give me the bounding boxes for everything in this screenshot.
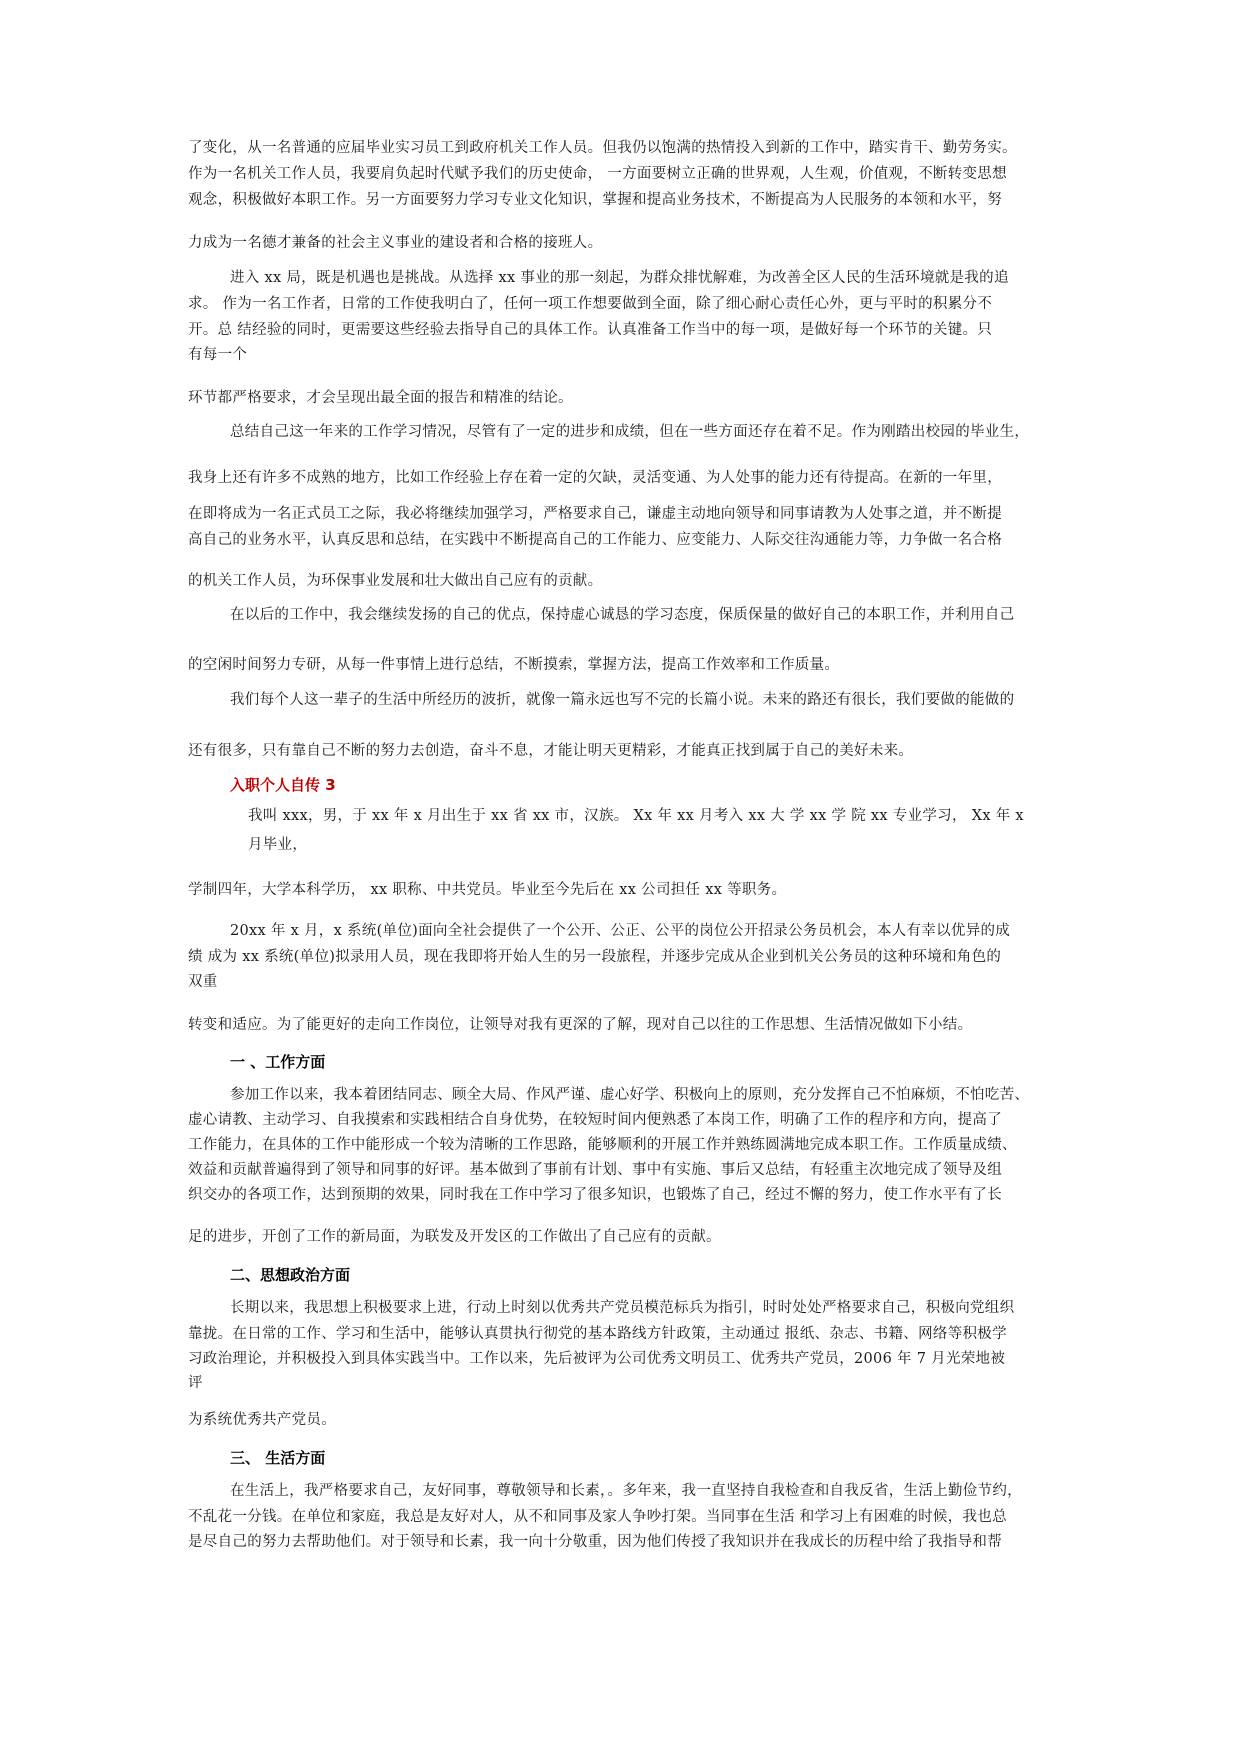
subsection-2-line-3: 习政治理论，并积极投入到具体实践当中。工作以来，先后被评为公司优秀文明员工、优秀共产党员，2006 年 7 月光荣地被 [188, 1351, 1006, 1367]
subsection-3-line-1: 在生活上，我严格要求自己，友好同事，尊敬领导和长素，。多年来，我一直坚持自我检查和自我反省，生活上勤俭节约， [230, 1483, 1022, 1499]
subsection-2-line-2: 靠拢。在日常的工作、学习和生活中，能够认真贯执行彻党的基本路线方针政策，主动通过 报纸、杂志、书籍、网络等积极学 [188, 1326, 1007, 1342]
subsection-1-line-5: 织交办的各项工作，达到预期的效果，同时我在工作中学习了很多知识，也锻炼了自己，经过不懈的努力，使工作水平有了长 [188, 1187, 1002, 1203]
paragraph-3-line-1: 总结自己这一年来的工作学习情况，尽管有了一定的进步和成绩，但在一些方面还存在着不足。作为刚踏出校园的毕业生， [230, 424, 1030, 440]
section-paragraph-2-line-1: 20xx 年 x 月，x 系统(单位)面向全社会提供了一个公开、公正、公平的岗位公开招录公务员机会，本人有幸以优异的成 [230, 923, 1011, 939]
section-paragraph-1-line-3: 学制四年，大学本科学历， xx 职称、中共党员。毕业至今先后在 xx 公司担任 xx 等职务。 [188, 882, 787, 898]
paragraph-3-line-4: 高自己的业务水平，认真反思和总结，在实践中不断提高自己的工作能力、应变能力、人际交往沟通能力等，力争做一名合格 [188, 532, 1002, 548]
section-paragraph-1-line-2: 月毕业， [248, 837, 308, 853]
section-paragraph-2-line-4: 转变和适应。为了能更好的走向工作岗位，让领导对我有更深的了解，现对自己以往的工作思想、生活情况做如下小结。 [188, 1017, 973, 1033]
section-title: 入职个人自传 3 [230, 776, 336, 794]
subsection-3-line-2: 不乱花一分钱。在单位和家庭，我总是友好对人，从不和同事及家人争吵打架。当同事在生活 和学习上有困难的时候，我也总 [188, 1509, 1007, 1525]
section-paragraph-2-line-3: 双重 [188, 974, 218, 990]
subsection-2-line-1: 长期以来，我思想上积极要求上进，行动上时刻以优秀共产党员模范标兵为指引，时时处处严格要求自己，积极向党组织 [230, 1300, 1015, 1316]
paragraph-2-line-3: 开。总 结经验的同时，更需要这些经验去指导自己的具体工作。认真准备工作当中的每一项，是做好每一个环节的关键。只 [188, 322, 993, 338]
paragraph-1-line-3: 观念，积极做好本职工作。另一方面要努力学习专业文化知识，掌握和提高业务技术，不断提高为人民服务的本领和水平，努 [188, 192, 1002, 208]
subsection-2-line-4: 评 [188, 1375, 203, 1391]
section-paragraph-1-line-1: 我叫 xxx，男，于 xx 年 x 月出生于 xx 省 xx 市，汉族。 Xx 年 xx 月考入 xx 大 学 xx 学 院 xx 专业学习， Xx 年 x [248, 808, 1024, 824]
paragraph-3-line-3: 在即将成为一名正式员工之际，我必将继续加强学习，严格要求自己，谦虚主动地向领导和同事请教为人处事之道，并不断提 [188, 506, 1002, 522]
paragraph-3-line-5: 的机关工作人员，为环保事业发展和壮大做出自己应有的贡献。 [188, 573, 603, 589]
subsection-1-line-3: 工作能力，在具体的工作中能形成一个较为清晰的工作思路，能够顺利的开展工作并熟练圆满地完成本职工作。工作质量成绩、 [188, 1137, 1017, 1153]
paragraph-5-line-1: 我们每个人这一辈子的生活中所经历的波折，就像一篇永远也写不完的长篇小说。未来的路还有很长，我们要做的能做的 [230, 692, 1015, 708]
subsection-2-line-5: 为系统优秀共产党员。 [188, 1412, 336, 1428]
paragraph-1-line-2: 作为一名机关工作人员，我要肩负起时代赋予我们的历史使命， 一方面要树立正确的世界观，人生观，价值观，不断转变思想 [188, 166, 1007, 182]
subsection-1-line-1: 参加工作以来，我本着团结同志、顾全大局、作风严谨、虚心好学、积极向上的原则，充分发挥自己不怕麻烦，不怕吃苦、 [230, 1087, 1030, 1103]
paragraph-2-line-4: 有每一个 [188, 347, 248, 363]
paragraph-3-line-2: 我身上还有许多不成熟的地方，比如工作经验上存在着一定的欠缺，灵活变通、为人处事的能力还有待提高。在新的一年里， [188, 470, 1002, 486]
subsection-1-line-6: 足的进步，开创了工作的新局面，为联发及开发区的工作做出了自己应有的贡献。 [188, 1229, 721, 1245]
paragraph-4-line-1: 在以后的工作中，我会继续发扬的自己的优点，保持虚心诚恳的学习态度，保质保量的做好自己的本职工作，并利用自己 [230, 607, 1015, 623]
paragraph-1-line-4: 力成为一名德才兼备的社会主义事业的建设者和合格的接班人。 [188, 235, 603, 251]
subsection-1-line-2: 虚心请教、主动学习、自我摸索和实践相结合自身优势，在较短时间内便熟悉了本岗工作，明确了工作的程序和方向，提高了 [188, 1112, 1002, 1128]
section-paragraph-2-line-2: 绩 成为 xx 系统(单位)拟录用人员，现在我即将开始人生的另一段旅程，并逐步完成从企业到机关公务员的这种环境和角色的 [188, 949, 1002, 965]
subsection-1-title: 一 、工作方面 [230, 1053, 326, 1071]
subsection-1-line-4: 效益和贡献普遍得到了领导和同事的好评。基本做到了事前有计划、事中有实施、事后又总结，有轻重主次地完成了领导及组 [188, 1162, 1002, 1178]
paragraph-2-line-5: 环节都严格要求，才会呈现出最全面的报告和精准的结论。 [188, 390, 573, 406]
paragraph-2-line-2: 求。 作为一名工作者，日常的工作使我明白了，任何一项工作想要做到全面，除了细心耐心责任心外，更与平时的积累分不 [188, 296, 993, 312]
paragraph-1-line-1: 了变化，从一名普通的应届毕业实习员工到政府机关工作人员。但我仍以饱满的热情投入到新的工作中，踏实肯干、勤劳务实。 [188, 140, 1017, 156]
subsection-3-line-3: 是尽自己的努力去帮助他们。对于领导和长素，我一向十分敬重，因为他们传授了我知识并在我成长的历程中给了我指导和帮 [188, 1534, 1002, 1550]
paragraph-5-line-2: 还有很多，只有靠自己不断的努力去创造，奋斗不息，才能让明天更精彩，才能真正找到属于自己的美好未来。 [188, 743, 914, 759]
paragraph-4-line-2: 的空闲时间努力专研，从每一件事情上进行总结，不断摸索，掌握方法，提高工作效率和工作质量。 [188, 657, 840, 673]
subsection-2-title: 二、思想政治方面 [230, 1266, 351, 1284]
subsection-3-title: 三、 生活方面 [230, 1449, 326, 1467]
paragraph-2-line-1: 进入 xx 局，既是机遇也是挑战。从选择 xx 事业的那一刻起，为群众排忧解难，为改善全区人民的生活环境就是我的追 [230, 270, 1009, 286]
